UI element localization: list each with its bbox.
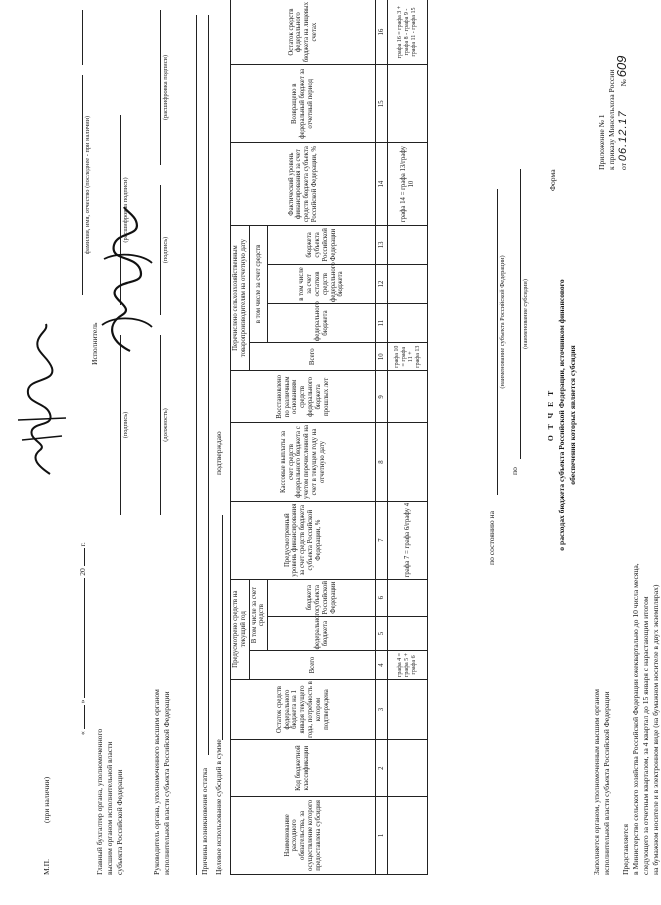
report-title-line3: обеспечения которых является субсидия [568,345,577,485]
col13-header: бюджета субъекта Российской Федерации [268,225,376,264]
mp-note: (при наличии) [42,776,51,824]
col4-header: Всего [249,651,376,679]
num-15: 15 [376,65,388,143]
head-position-line [160,335,161,515]
head-name-line [160,10,161,165]
col11-header: федерального бюджета [268,304,376,343]
accountant-signature-label [95,729,125,875]
incl-header: В том числе за счет средств [249,579,268,651]
appendix-block [597,5,629,170]
head-signature-line [160,185,161,315]
header-line-5: следующего за отчетным кварталом, за 4 квартал до 15 января с нарастающим итогом [641,596,650,875]
col6-header: бюджета субъекта Российской Федерации [268,579,376,616]
num-11: 11 [376,304,388,343]
group2-header: Перечислено сельхозхозяйственным товаропроизводителям на отчетную дату [231,225,250,370]
subject-caption: (наименование субъекта Российской Федерации) [499,255,506,389]
date-year: 20 [78,568,87,576]
head-signature-label [152,689,172,875]
acc-signature-caption: (подпись) [122,411,129,439]
appendix-number-prefix: № [619,79,628,87]
num-16: 16 [376,0,388,65]
acc-line-2: высшим органом исполнительной власти [105,741,114,875]
num-5: 5 [376,616,388,651]
num-2: 2 [376,740,388,796]
header-line-2: исполнительной власти субъекта Российской Федерации [602,691,611,875]
date-quote-close: » [78,699,87,704]
head-line-2: исполнительной власти субъекта Российской Федерации [162,691,171,875]
acc-signature-line [120,335,121,515]
head-line-1: Руководитель органа, уполномоченного высшим органом [152,689,161,875]
formula-4: графа 4 = графа 5 + графа 6 [388,651,428,679]
header-line-3: Представляется [621,824,630,875]
header-notes [592,415,661,875]
executor-fio-caption: фамилия, имя, отчество (последнее - при наличии) [84,115,91,255]
date-year-suffix: г. [78,542,87,547]
table-formula-row [388,0,428,875]
num-9: 9 [376,371,388,423]
num-1: 1 [376,796,388,874]
state-line [497,189,498,495]
col8-header: Кассовые выплаты за счет средств федерального бюджета с учетом перечисленной на счет в текущем году на отчетную дату [231,423,376,501]
col10-header: Всего [249,343,376,371]
num-12: 12 [376,264,388,303]
date-quote-open: « [78,731,87,735]
num-14: 14 [376,143,388,225]
col3-header: Остаток средств федерального бюджета на 1 января текущего года, потребность в котором подтверждена [231,679,376,740]
header-line-4: в Министерство сельского хозяйства Российской Федерации ежеквартально до 10 числа месяца, [631,563,640,875]
col1-header: Наименование расходного обязательства, за осуществление которого предоставлена субсидия [231,796,376,874]
num-4: 4 [376,651,388,679]
phone-line [82,10,83,65]
state-prefix: по состоянию на [487,511,496,565]
report-table [230,0,428,875]
acc-line-3: субъекта Российской Федерации [115,769,124,875]
num-7: 7 [376,501,388,579]
report-title [545,225,578,605]
state-date-field [485,185,507,565]
mp-label: М.П. [42,858,51,875]
num-3: 3 [376,679,388,740]
col12-header: в том числе за счет остатков средств федерального бюджета [268,264,376,303]
col9-header: Восстановлено по различным основаниям средств федерального бюджета прошлых лет [231,371,376,423]
appendix-date-prefix: от [619,162,628,170]
report-title-main: О Т Ч Е Т [546,388,555,442]
appendix-number: 609 [614,55,629,78]
num-10: 10 [376,343,388,371]
incl2-header: в том числе за счет средств [249,225,268,342]
num-6: 6 [376,579,388,616]
date-line [78,542,87,735]
col14-header: Фактический уровень финансирования за счет средств бюджета субъекта Российской Федерации, % [231,143,376,225]
head-position-caption: (должность) [162,408,169,442]
header-line-1: Заполняется органом, уполномоченным высшим органом [592,689,601,875]
formula-16: графа 16 = графа 3 + графа 8 - графа 9 - графа 11 - графа 15 [388,0,428,65]
col5-header: федерального бюджета [268,616,376,651]
executor-line [82,75,83,295]
col7-header: Предусмотренный уровень финансирования за счет средств бюджета субъекта Российской Федерации, % [231,501,376,579]
acc-line-1: Главный бухгалтер органа, уполномоченного [95,728,104,875]
num-13: 13 [376,225,388,264]
acc-name-caption: (расшифровка подписи) [122,177,129,243]
usage-note: Целевое использование субсидий в сумме [214,739,223,875]
subsidy-name-field [508,165,530,475]
subsidy-line [520,169,521,459]
num-8: 8 [376,423,388,501]
accountant-handwritten-signature [96,205,156,355]
reasons-line [208,15,209,755]
subsidy-caption: (наименование субсидии) [522,279,529,349]
formula-14: графа 14 = графа 13/графу 10 [388,143,428,225]
confirm-note: подтверждаю [214,431,223,475]
head-signature-caption: (подпись) [162,236,169,264]
reasons-note: Причины возникновения остатка [200,768,209,875]
appendix-date: 06.12.17 [617,110,629,162]
appendix-order: к приказу Минсельхоза России [607,69,616,170]
po-label: по [510,467,519,475]
col16-header: Остаток средств федерального бюджета на лицевых счетах [231,0,376,65]
col2-header: Код бюджетной классификации [231,740,376,796]
col15-header: Возвращено в федеральный бюджет за отчетный период [231,65,376,143]
report-title-line2: о расходах бюджета субъекта Российской Федерации, источником финансового [557,279,566,551]
group1-header: Предусмотрено средств на текущий год [231,579,250,679]
form-label: Форма [548,169,557,191]
header-line-6: на бумажном носителе и в электронном виде (на бумажном носителе в двух экземплярах) [651,584,660,875]
formula-10: графа 10 = графа 11 + графа 13 [388,343,428,371]
executor-handwritten-signature [10,320,74,480]
formula-7: графа 7 = графа 6/графу 4 [388,501,428,579]
table-number-row [376,0,388,875]
reasons-line-2 [196,15,197,875]
executor-label: Исполнитель [90,322,99,365]
head-name-caption: (расшифровка подписи) [162,54,169,121]
usage-line [222,515,223,740]
stamp-place [42,777,51,875]
appendix-title: Приложение № 1 [597,114,606,170]
